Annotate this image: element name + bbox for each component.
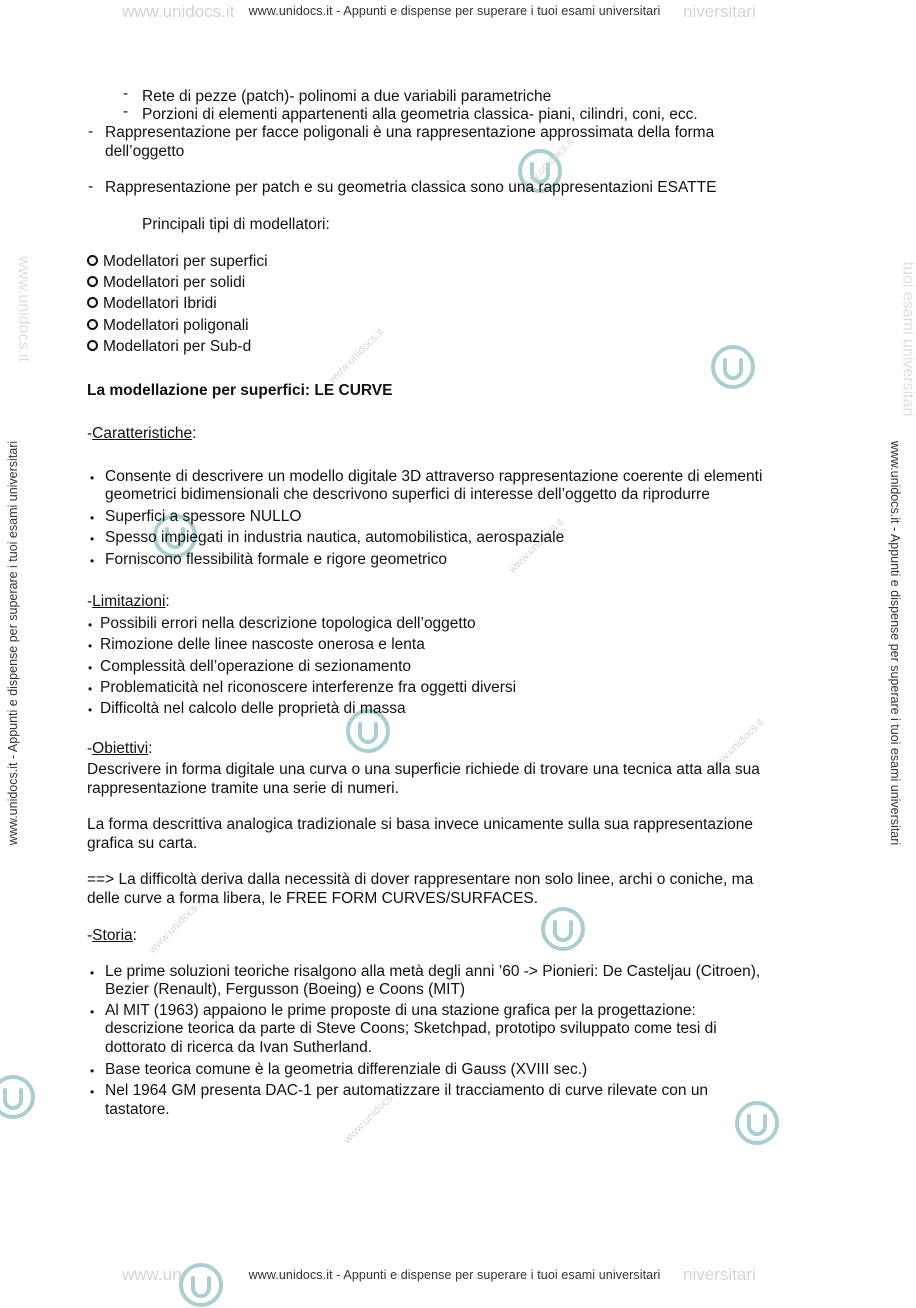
bullet-dot: •: [88, 661, 93, 675]
limitazioni-item: Possibili errori nella descrizione topologica dell’oggetto: [100, 615, 476, 632]
heading-label: Limitazioni: [92, 593, 166, 610]
intro-sub-item: Rete di pezze (patch)- polinomi a due variabili parametriche: [142, 88, 552, 105]
watermark-text: www.unidocs.it: [516, 136, 577, 196]
bullet-dot: •: [90, 1085, 95, 1099]
intro-item-line: Rappresentazione per facce poligonali è una rappresentazione approssimata della forma: [105, 124, 715, 141]
watermark-text: www.unidocs.it: [146, 896, 207, 956]
storia-line: tastatore.: [105, 1101, 170, 1118]
heading-label: Obiettivi: [92, 740, 149, 757]
watermark-text: www.unidocs.it: [341, 1086, 402, 1146]
caratteristiche-item: Superfici a spessore NULLO: [105, 508, 302, 525]
modeler-item: Modellatori per Sub-d: [103, 338, 252, 355]
storia-heading: [87, 926, 137, 945]
limitazioni-item: Complessità dell’operazione di sezionamento: [100, 658, 412, 675]
ring-bullet-icon: [87, 276, 98, 287]
side-banner-left: www.unidocs.it - Appunti e dispense per superare i tuoi esami universitari: [6, 440, 20, 846]
ring-bullet-icon: [87, 340, 98, 351]
watermark-logo-icon: [0, 1074, 36, 1120]
ring-bullet-icon: [87, 255, 98, 266]
limitazioni-item: Rimozione delle linee nascoste onerosa e lenta: [100, 636, 425, 653]
caratteristiche-heading: [87, 424, 196, 443]
watermark-logo-icon: [710, 344, 756, 390]
side-banner-right: www.unidocs.it - Appunti e dispense per superare i tuoi esami universitari: [888, 440, 902, 846]
modeler-item: Modellatori poligonali: [103, 317, 249, 334]
side-ghost-left: www.unidocs.it: [14, 256, 32, 362]
heading-prefix: -: [87, 740, 93, 757]
bullet-dot: •: [90, 1005, 95, 1019]
watermark-logo-icon: [178, 1262, 224, 1308]
bullet-dot: •: [88, 618, 93, 632]
side-ghost-right: tuoi esami universitari: [899, 261, 916, 417]
storia-line: Le prime soluzioni teoriche risalgono alla metà degli anni ’60 -> Pionieri: De Casteljau (Citroen),: [105, 963, 761, 980]
obiettivi-heading: [87, 739, 152, 758]
obiettivi-paragraph-line: La forma descrittiva analogica tradizionale si basa invece unicamente sulla sua rappresentazione: [87, 816, 754, 833]
bullet-dot: •: [90, 554, 95, 568]
section-title: La modellazione per superfici: LE CURVE: [87, 382, 393, 399]
footer-banner: www.unidocs.it - Appunti e dispense per superare i tuoi esami universitari: [248, 1268, 661, 1282]
intro-item-line: Rappresentazione per patch e su geometria classica sono una rappresentazioni ESATTE: [105, 179, 717, 196]
bullet-dot: •: [88, 639, 93, 653]
modeler-item: Modellatori per solidi: [103, 274, 246, 291]
heading-suffix: :: [148, 740, 153, 757]
watermark-logo-icon: [540, 906, 586, 952]
intro-item-line: dell’oggetto: [105, 143, 185, 160]
watermark-text: www.unidocs.it: [706, 716, 767, 776]
caratteristiche-item: geometrici bidimensionali che descrivono superfici di interesse dell’oggetto da riprodurre: [105, 486, 710, 503]
modeler-item: Modellatori per superfici: [103, 253, 268, 270]
storia-line: Base teorica comune è la geometria differenziale di Gauss (XVIII sec.): [105, 1061, 588, 1078]
footer-ghost-left: www.un: [122, 1265, 182, 1284]
bullet-dot: •: [88, 703, 93, 717]
heading-suffix: :: [132, 927, 137, 944]
limitazioni-item: Problematicità nel riconoscere interferenze fra oggetti diversi: [100, 679, 517, 696]
caratteristiche-item: Consente di descrivere un modello digitale 3D attraverso rappresentazione coerente di elementi: [105, 468, 763, 485]
heading-prefix: -: [87, 927, 93, 944]
storia-line: descrizione teorica da parte di Steve Coons; Sketchpad, prototipo sviluppato come tesi di: [105, 1020, 717, 1037]
bullet-dot: •: [90, 532, 95, 546]
limitazioni-item: Difficoltà nel calcolo delle proprietà di massa: [100, 700, 406, 717]
modelers-heading: Principali tipi di modellatori:: [142, 216, 330, 233]
heading-label: Storia: [92, 927, 133, 944]
heading-prefix: -: [87, 593, 93, 610]
footer-ghost-right: niversitari: [683, 1265, 756, 1284]
dash-bullet: -: [123, 103, 129, 120]
obiettivi-paragraph-line: rappresentazione tramite una serie di numeri.: [87, 780, 399, 797]
caratteristiche-item: Spesso impiegati in industria nautica, automobilistica, aerospaziale: [105, 529, 565, 546]
heading-label: Caratteristiche: [92, 425, 193, 442]
bullet-dot: •: [90, 511, 95, 525]
limitazioni-heading: [87, 592, 170, 611]
watermark-text: www.unidocs.it: [326, 326, 387, 386]
intro-sub-item: Porzioni di elementi appartenenti alla geometria classica- piani, cilindri, coni, ecc.: [142, 106, 698, 123]
dash-bullet: -: [88, 178, 94, 195]
obiettivi-paragraph-line: delle curve a forma libera, le FREE FORM CURVES/SURFACES.: [87, 890, 539, 907]
storia-line: Al MIT (1963) appaiono le prime proposte di una stazione grafica per la progettazione:: [105, 1002, 696, 1019]
dash-bullet: -: [88, 123, 94, 140]
header-ghost-right: niversitari: [683, 2, 756, 21]
header-banner: www.unidocs.it - Appunti e dispense per superare i tuoi esami universitari: [248, 4, 661, 18]
bullet-dot: •: [90, 1064, 95, 1078]
watermark-logo-icon: [734, 1100, 780, 1146]
ring-bullet-icon: [87, 319, 98, 330]
bullet-dot: •: [90, 966, 95, 980]
obiettivi-paragraph-line: Descrivere in forma digitale una curva o una superficie richiede di trovare una tecnica atta alla sua: [87, 761, 760, 778]
ring-bullet-icon: [87, 297, 98, 308]
heading-suffix: :: [165, 593, 170, 610]
header-ghost-left: www.unidocs.it: [122, 2, 235, 21]
storia-line: dottorato di ricerca da Ivan Sutherland.: [105, 1039, 373, 1056]
bullet-dot: •: [88, 682, 93, 696]
heading-suffix: :: [192, 425, 197, 442]
storia-line: Nel 1964 GM presenta DAC-1 per automatizzare il tracciamento di curve rilevate con un: [105, 1082, 709, 1099]
modeler-item: Modellatori Ibridi: [103, 295, 217, 312]
bullet-dot: •: [90, 471, 95, 485]
storia-line: Bezier (Renault), Fergusson (Boeing) e Coons (MIT): [105, 981, 466, 998]
obiettivi-paragraph-line: grafica su carta.: [87, 835, 198, 852]
watermark-text: www.unidocs.it: [506, 516, 567, 576]
heading-prefix: -: [87, 425, 93, 442]
obiettivi-paragraph-line: ==> La difficoltà deriva dalla necessità di dover rappresentare non solo linee, archi o coniche, ma: [87, 871, 754, 888]
dash-bullet: -: [123, 85, 129, 102]
caratteristiche-item: Forniscono flessibilità formale e rigore geometrico: [105, 551, 448, 568]
